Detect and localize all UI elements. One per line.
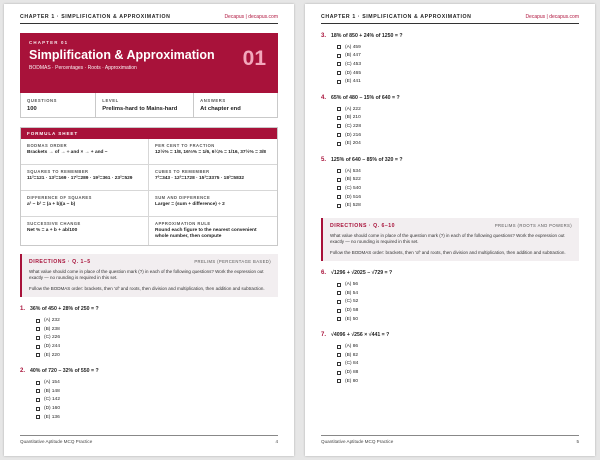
option[interactable] <box>337 306 579 315</box>
question <box>321 332 579 385</box>
option-label: (B) 82 <box>345 352 359 358</box>
meta-questions <box>21 93 96 117</box>
option-label: (E) 50 <box>345 316 359 322</box>
checkbox[interactable] <box>337 309 341 313</box>
checkbox[interactable] <box>337 54 341 58</box>
option[interactable] <box>337 52 579 61</box>
checkbox[interactable] <box>337 379 341 383</box>
meta-label: LEVEL <box>102 98 119 103</box>
checkbox[interactable] <box>36 336 40 340</box>
checkbox[interactable] <box>337 300 341 304</box>
option[interactable] <box>337 43 579 52</box>
option[interactable] <box>337 77 579 86</box>
formula-value: Round each figure to the nearest convenient whole number, then compute <box>155 228 257 240</box>
checkbox[interactable] <box>36 327 40 331</box>
formula-value: 11²=121 · 13²=169 · 17²=289 · 19²=361 · 23²=529 <box>27 176 133 181</box>
directions-text: Follow the BODMAS order: brackets, then 'of' and roots, then division and multiplication, then addition and subtraction. <box>29 285 265 291</box>
formula-item <box>21 165 149 191</box>
question <box>20 368 278 421</box>
option-label: (C) 84 <box>345 361 359 367</box>
checkbox[interactable] <box>337 317 341 321</box>
formula-label: DIFFERENCE OF SQUARES <box>27 195 92 200</box>
option[interactable] <box>36 342 278 351</box>
page-footer <box>20 435 278 444</box>
site-link[interactable]: Decapus | decapus.com <box>525 14 579 20</box>
option-label: (A) 459 <box>345 44 361 50</box>
formula-item <box>149 217 277 245</box>
formula-label: APPROXIMATION RULE <box>155 221 211 226</box>
option[interactable] <box>337 184 579 193</box>
meta-value: 100 <box>27 106 37 112</box>
meta-label: QUESTIONS <box>27 98 58 103</box>
question-number: 3. <box>321 33 327 39</box>
checkbox[interactable] <box>337 45 341 49</box>
option[interactable] <box>36 387 278 396</box>
question-text: √4096 + √256 × √441 = ? <box>331 332 390 339</box>
page-number: 5 <box>576 439 579 444</box>
meta-level <box>96 93 194 117</box>
checkbox[interactable] <box>36 389 40 393</box>
checkbox[interactable] <box>337 371 341 375</box>
checkbox[interactable] <box>337 204 341 208</box>
page-number: 4 <box>275 439 278 444</box>
question <box>20 306 278 359</box>
option-label: (D) 58 <box>345 308 359 314</box>
option-label: (E) 136 <box>44 414 60 420</box>
formula-sheet-heading: FORMULA SHEET <box>21 128 277 139</box>
footer-title: Quantitative Aptitude MCQ Practice <box>321 439 394 444</box>
checkbox[interactable] <box>337 195 341 199</box>
meta-label: ANSWERS <box>200 98 226 103</box>
option-list <box>337 280 579 323</box>
meta-answers <box>194 93 277 117</box>
checkbox[interactable] <box>337 62 341 66</box>
checkbox[interactable] <box>36 345 40 349</box>
option-label: (C) 540 <box>345 185 361 191</box>
option-label: (B) 238 <box>44 326 60 332</box>
checkbox[interactable] <box>337 142 341 146</box>
directions-text: What value should come in place of the question mark (?) in each of the following questions? Work the expression out exactly — no rounding is required in this set. <box>330 232 565 245</box>
checkbox[interactable] <box>36 398 40 402</box>
option-label: (C) 52 <box>345 299 359 305</box>
option-label: (C) 228 <box>345 123 361 129</box>
option-label: (E) 528 <box>345 203 361 209</box>
option[interactable] <box>337 122 579 131</box>
checkbox[interactable] <box>337 169 341 173</box>
formula-label: PER CENT TO FRACTION <box>155 143 215 148</box>
formula-label: SUM AND DIFFERENCE <box>155 195 211 200</box>
chapter-label: CHAPTER 1 · SIMPLIFICATION & APPROXIMATION <box>20 14 171 20</box>
question-number: 7. <box>321 332 327 339</box>
checkbox[interactable] <box>36 407 40 411</box>
option-list <box>36 316 278 359</box>
option-label: (D) 516 <box>345 194 361 200</box>
option[interactable] <box>36 334 278 343</box>
option[interactable] <box>337 315 579 324</box>
directions-box <box>321 218 579 262</box>
option-label: (D) 244 <box>44 344 60 350</box>
question-number: 1. <box>20 306 26 313</box>
option-label: (E) 220 <box>44 352 60 358</box>
option-label: (A) 222 <box>345 106 361 112</box>
option[interactable] <box>36 404 278 413</box>
option[interactable] <box>337 360 579 369</box>
question-text: 40% of 720 − 32% of 550 = ? <box>30 368 99 375</box>
question-text: 18% of 850 + 24% of 1250 = ? <box>331 33 403 39</box>
option-label: (D) 88 <box>345 370 359 375</box>
option-label: (E) 80 <box>345 378 359 384</box>
question-number: 6. <box>321 270 327 277</box>
checkbox[interactable] <box>337 362 341 366</box>
question <box>321 270 579 323</box>
question-text: 125% of 640 − 85% of 320 = ? <box>331 156 403 163</box>
option-label: (A) 56 <box>345 282 359 288</box>
chapter-kicker: CHAPTER 01 <box>29 40 69 45</box>
formula-value: Net % = a + b + ab/100 <box>27 228 78 233</box>
formula-value: 12½% = 1/8, 16⅔% = 1/6, 6¼% = 1/16, 37½% = 3/8 <box>155 150 266 155</box>
option-label: (B) 210 <box>345 115 361 121</box>
question-text: 65% of 480 − 15% of 640 = ? <box>331 94 400 101</box>
chapter-label: CHAPTER 1 · SIMPLIFICATION & APPROXIMATION <box>321 14 472 20</box>
directions-text: Follow the BODMAS order: brackets, then 'of' and roots, then division and multiplication, then addition and subtraction. <box>330 249 566 255</box>
meta-value: At chapter end <box>200 106 241 112</box>
meta-value: Prelims-hard to Mains-hard <box>102 106 178 112</box>
option-label: (C) 453 <box>345 61 361 67</box>
option[interactable] <box>36 378 278 387</box>
checkbox[interactable] <box>337 345 341 349</box>
option-list <box>337 167 579 210</box>
checkbox[interactable] <box>337 291 341 295</box>
checkbox[interactable] <box>337 133 341 137</box>
option[interactable] <box>337 298 579 307</box>
option[interactable] <box>337 289 579 298</box>
option-label: (C) 226 <box>44 335 60 341</box>
formula-item <box>149 191 277 217</box>
option[interactable] <box>337 377 579 386</box>
option-label: (A) 154 <box>44 380 60 386</box>
option-label: (A) 86 <box>345 344 359 350</box>
question-number: 2. <box>20 368 26 375</box>
footer-title: Quantitative Aptitude MCQ Practice <box>20 439 93 444</box>
option[interactable] <box>337 351 579 360</box>
question <box>321 95 579 148</box>
option[interactable] <box>36 316 278 325</box>
formula-item <box>21 217 149 245</box>
option-label: (D) 160 <box>44 406 60 412</box>
checkbox[interactable] <box>337 124 341 128</box>
option[interactable] <box>337 193 579 202</box>
formula-label: BODMAS ORDER <box>27 143 68 148</box>
option-label: (B) 148 <box>44 388 60 394</box>
option-label: (B) 447 <box>345 53 361 59</box>
formula-value: 7³=343 · 12³=1728 · 15³=3375 · 18³=5832 <box>155 176 245 181</box>
site-link[interactable]: Decapus | decapus.com <box>224 14 278 20</box>
option-label: (E) 441 <box>345 79 361 85</box>
checkbox[interactable] <box>337 178 341 182</box>
option-label: (B) 522 <box>345 177 361 183</box>
option-label: (A) 232 <box>44 318 60 324</box>
question-number: 5. <box>321 156 327 163</box>
option[interactable] <box>337 342 579 351</box>
question <box>321 157 579 210</box>
directions-tag: PRELIMS (ROOTS AND POWERS) <box>494 222 572 228</box>
option-label: (D) 465 <box>345 70 361 76</box>
option[interactable] <box>36 396 278 405</box>
checkbox[interactable] <box>36 353 40 357</box>
directions-title: DIRECTIONS · Q. 6–10 <box>330 222 396 229</box>
question-text: √1296 + √2025 − √729 = ? <box>331 270 393 277</box>
question-number: 4. <box>321 94 327 101</box>
formula-grid <box>21 139 277 245</box>
option[interactable] <box>36 413 278 422</box>
formula-item <box>149 165 277 191</box>
formula-value: Brackets → of → ÷ and × → + and − <box>27 150 108 155</box>
option[interactable] <box>337 60 579 69</box>
option[interactable] <box>337 139 579 148</box>
option[interactable] <box>337 167 579 176</box>
formula-value: Larger = (sum + difference) ÷ 2 <box>155 202 225 207</box>
checkbox[interactable] <box>337 186 341 190</box>
option-label: (E) 204 <box>345 141 361 147</box>
formula-label: SQUARES TO REMEMBER <box>27 169 89 174</box>
option[interactable] <box>337 69 579 78</box>
page-left <box>4 4 294 456</box>
checkbox[interactable] <box>36 319 40 323</box>
formula-value: a² − b² = (a + b)(a − b) <box>27 202 76 207</box>
checkbox[interactable] <box>36 381 40 385</box>
option-list <box>337 342 579 385</box>
formula-item <box>149 139 277 165</box>
chapter-title: Simplification & Approximation <box>29 48 215 62</box>
formula-item <box>21 139 149 165</box>
running-header <box>20 14 278 24</box>
chapter-subtitle: BODMAS · Percentages · Roots · Approximation <box>29 65 137 71</box>
formula-sheet <box>20 127 278 246</box>
checkbox[interactable] <box>337 107 341 111</box>
option-label: (A) 534 <box>345 168 361 174</box>
option[interactable] <box>337 368 579 377</box>
checkbox[interactable] <box>337 80 341 84</box>
option-list <box>337 43 579 86</box>
option[interactable] <box>337 201 579 210</box>
running-header <box>321 14 579 24</box>
formula-label: SUCCESSIVE CHANGE <box>27 221 81 226</box>
directions-text: What value should come in place of the question mark (?) in each of the following questions? Work the expression out exactly — no rounding is required in this set. <box>29 268 264 281</box>
option-list <box>36 378 278 421</box>
page-footer <box>321 435 579 444</box>
checkbox[interactable] <box>337 353 341 357</box>
option-label: (D) 216 <box>345 132 361 138</box>
question <box>321 33 579 86</box>
formula-item <box>21 191 149 217</box>
chapter-number: 01 <box>242 47 266 70</box>
formula-label: CUBES TO REMEMBER <box>155 169 210 174</box>
directions-tag: PRELIMS (PERCENTAGE BASED) <box>194 258 271 264</box>
page-right <box>305 4 595 456</box>
option-label: (B) 54 <box>345 290 359 296</box>
option[interactable] <box>337 131 579 140</box>
option[interactable] <box>337 280 579 289</box>
option-label: (C) 142 <box>44 397 60 403</box>
option[interactable] <box>337 114 579 123</box>
directions-title: DIRECTIONS · Q. 1–5 <box>29 258 91 265</box>
checkbox[interactable] <box>337 116 341 120</box>
directions-box <box>20 254 278 298</box>
checkbox[interactable] <box>337 71 341 75</box>
chapter-meta <box>20 93 278 118</box>
option[interactable] <box>337 176 579 185</box>
question-text: 36% of 450 + 28% of 250 = ? <box>30 306 99 313</box>
checkbox[interactable] <box>36 415 40 419</box>
option[interactable] <box>36 351 278 360</box>
chapter-banner <box>20 33 278 93</box>
checkbox[interactable] <box>337 283 341 287</box>
option[interactable] <box>337 105 579 114</box>
option[interactable] <box>36 325 278 334</box>
option-list <box>337 105 579 148</box>
